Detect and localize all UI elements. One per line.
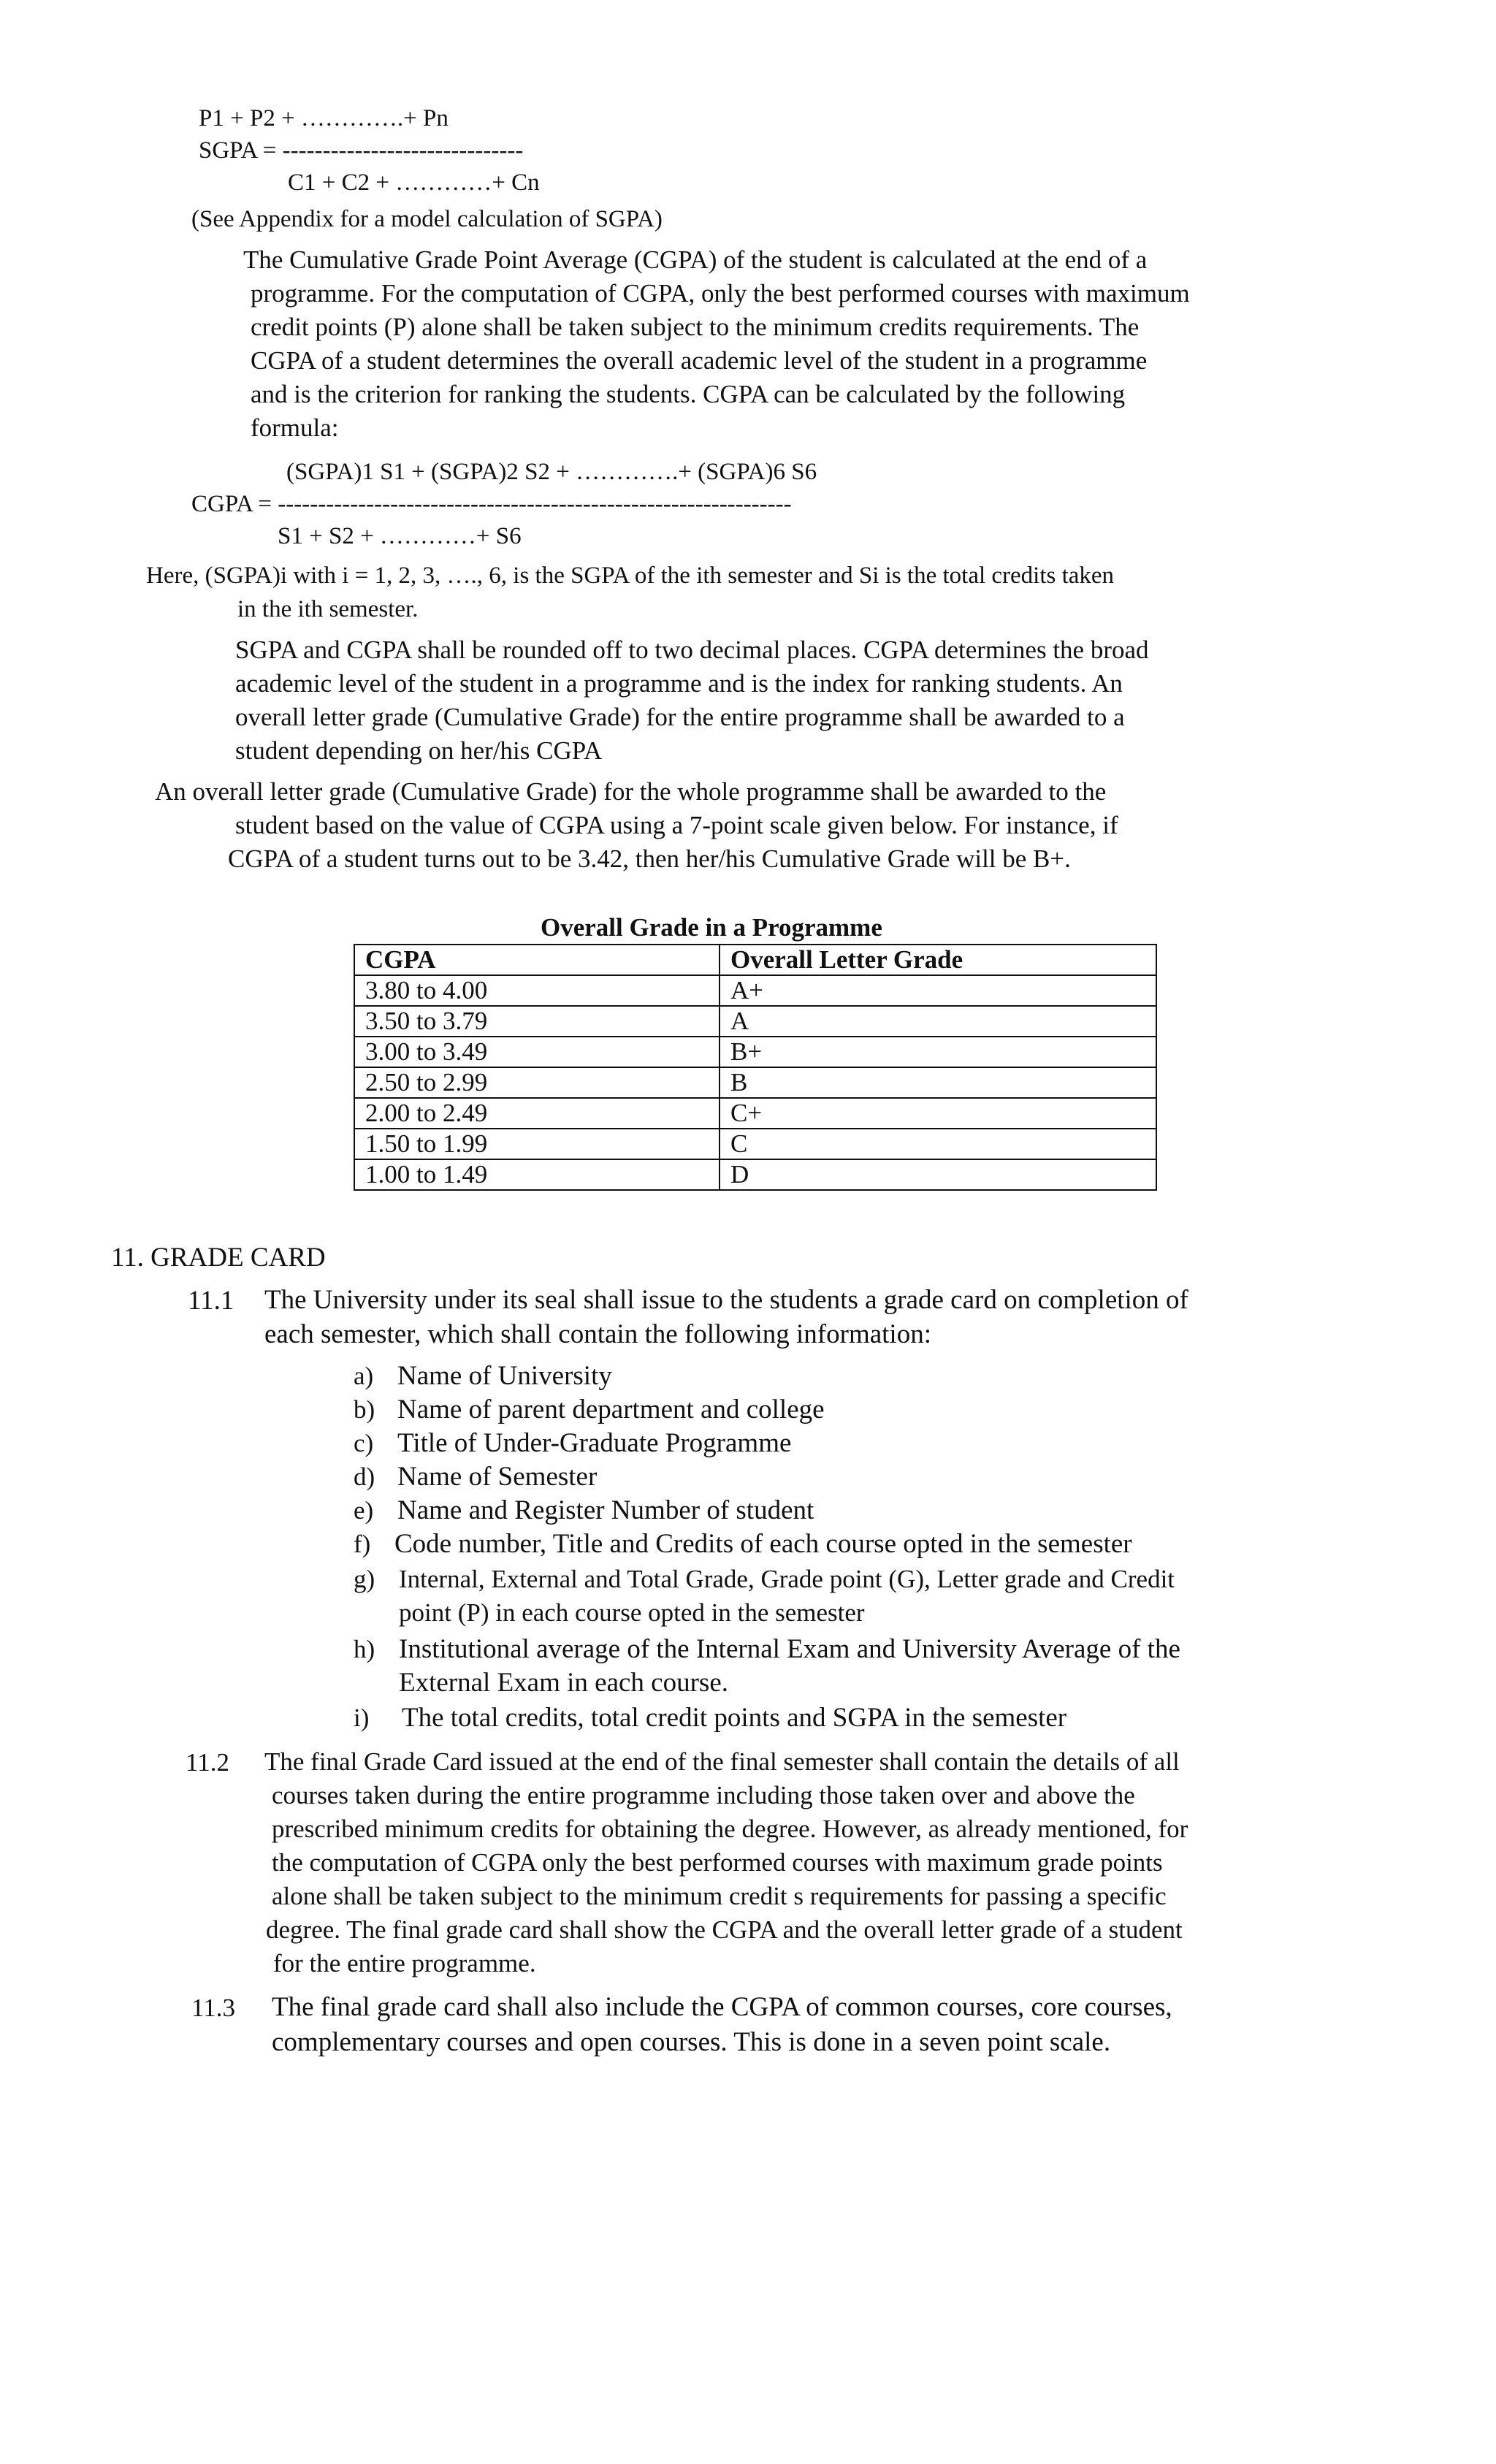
overall-paragraph-line: CGPA of a student turns out to be 3.42, then her/his Cumulative Grade will be B+. xyxy=(228,844,1071,873)
grade-table xyxy=(354,944,1157,1191)
overall-paragraph-line: student based on the value of CGPA using a 7-point scale given below. For instance, if xyxy=(235,811,1118,839)
clause-11-1-line: The University under its seal shall issue to the students a grade card on completion of xyxy=(264,1285,1188,1315)
table-row xyxy=(354,1067,1156,1098)
clause-11-1-line: each semester, which shall contain the following information: xyxy=(264,1319,931,1349)
letter-grade-cell: B+ xyxy=(720,1037,1156,1067)
grade-table-title: Overall Grade in a Programme xyxy=(541,913,882,942)
clause-number: 11.2 xyxy=(186,1748,229,1777)
letter-grade-cell: B xyxy=(720,1067,1156,1098)
cgpa-paragraph-line: CGPA of a student determines the overall academic level of the student in a programme xyxy=(251,346,1148,375)
list-item: Name of parent department and college xyxy=(397,1395,825,1424)
list-item: Institutional average of the Internal Exam and University Average of the xyxy=(399,1634,1180,1664)
list-item-label: b) xyxy=(354,1395,375,1424)
clause-11-2-line: the computation of CGPA only the best performed courses with maximum grade points xyxy=(272,1848,1163,1877)
letter-grade-cell: C xyxy=(720,1129,1156,1159)
rounding-paragraph-line: academic level of the student in a programme and is the index for ranking students. An xyxy=(235,669,1123,698)
table-row xyxy=(354,1098,1156,1129)
table-row xyxy=(354,1129,1156,1159)
cgpa-range-cell: 2.50 to 2.99 xyxy=(354,1067,720,1098)
sgpa-formula-denominator: C1 + C2 + …………+ Cn xyxy=(288,169,540,196)
cgpa-formula-lhs: CGPA = ---------------------------------------------------------------- xyxy=(191,491,792,517)
here-paragraph-line: Here, (SGPA)i with i = 1, 2, 3, …., 6, is the SGPA of the ith semester and Si is the total credits taken xyxy=(146,562,1115,589)
cgpa-range-cell: 3.00 to 3.49 xyxy=(354,1037,720,1067)
cgpa-range-cell: 1.00 to 1.49 xyxy=(354,1159,720,1190)
list-item-continuation: External Exam in each course. xyxy=(399,1668,728,1698)
section-heading: 11. GRADE CARD xyxy=(111,1243,326,1273)
cgpa-paragraph-line: programme. For the computation of CGPA, only the best performed courses with maximum xyxy=(251,279,1190,308)
list-item-label: f) xyxy=(354,1530,371,1558)
list-item: Internal, External and Total Grade, Grade point (G), Letter grade and Credit xyxy=(399,1565,1175,1593)
cgpa-paragraph-line: credit points (P) alone shall be taken subject to the minimum credits requirements. The xyxy=(251,313,1140,341)
appendix-note: (See Appendix for a model calculation of SGPA) xyxy=(191,206,663,232)
table-header-row xyxy=(354,945,1156,975)
clause-11-2-line: The final Grade Card issued at the end of the final semester shall contain the details of all xyxy=(264,1747,1180,1776)
sgpa-formula-lhs: SGPA = ------------------------------ xyxy=(199,137,524,164)
list-item-label: a) xyxy=(354,1362,374,1390)
letter-grade-cell: A xyxy=(720,1006,1156,1037)
list-item: Title of Under-Graduate Programme xyxy=(397,1428,792,1458)
cgpa-paragraph-line: The Cumulative Grade Point Average (CGPA) of the student is calculated at the end of a xyxy=(243,245,1148,274)
list-item: The total credits, total credit points and SGPA in the semester xyxy=(402,1703,1067,1733)
rounding-paragraph-line: overall letter grade (Cumulative Grade) for the entire programme shall be awarded to a xyxy=(235,703,1125,731)
cgpa-paragraph-line: formula: xyxy=(251,413,339,442)
list-item-label: d) xyxy=(354,1462,375,1491)
cgpa-range-cell: 1.50 to 1.99 xyxy=(354,1129,720,1159)
list-item-label: c) xyxy=(354,1429,374,1457)
table-row xyxy=(354,1006,1156,1037)
cgpa-range-cell: 2.00 to 2.49 xyxy=(354,1098,720,1129)
list-item-label: h) xyxy=(354,1635,375,1663)
column-header-letter-grade: Overall Letter Grade xyxy=(720,945,1156,975)
letter-grade-cell: A+ xyxy=(720,975,1156,1006)
clause-11-2-line: prescribed minimum credits for obtaining the degree. However, as already mentioned, for xyxy=(272,1815,1188,1843)
cgpa-range-cell: 3.80 to 4.00 xyxy=(354,975,720,1006)
clause-number: 11.1 xyxy=(188,1286,234,1316)
overall-paragraph-line: An overall letter grade (Cumulative Grade) for the whole programme shall be awarded to the xyxy=(155,777,1107,806)
rounding-paragraph-line: student depending on her/his CGPA xyxy=(235,736,603,765)
list-item-label: i) xyxy=(354,1704,370,1732)
clause-11-3-line: complementary courses and open courses. This is done in a seven point scale. xyxy=(272,2027,1111,2057)
clause-11-2-line: alone shall be taken subject to the minimum credit s requirements for passing a specific xyxy=(272,1882,1167,1910)
column-header-cgpa: CGPA xyxy=(354,945,720,975)
clause-11-2-line: for the entire programme. xyxy=(273,1949,536,1977)
cgpa-formula-numerator: (SGPA)1 S1 + (SGPA)2 S2 + ………….+ (SGPA)6 S6 xyxy=(286,459,817,485)
clause-11-3-line: The final grade card shall also include the CGPA of common courses, core courses, xyxy=(272,1992,1172,2022)
cgpa-paragraph-line: and is the criterion for ranking the students. CGPA can be calculated by the following xyxy=(251,380,1126,408)
clause-11-2-line: courses taken during the entire programme including those taken over and above the xyxy=(272,1781,1135,1809)
list-item-continuation: point (P) in each course opted in the semester xyxy=(399,1598,865,1627)
list-item: Code number, Title and Credits of each course opted in the semester xyxy=(394,1529,1132,1559)
rounding-paragraph-line: SGPA and CGPA shall be rounded off to two decimal places. CGPA determines the broad xyxy=(235,636,1149,664)
here-paragraph-line: in the ith semester. xyxy=(237,596,419,622)
letter-grade-cell: C+ xyxy=(720,1098,1156,1129)
list-item-label: e) xyxy=(354,1496,374,1525)
table-row xyxy=(354,1159,1156,1190)
clause-number: 11.3 xyxy=(191,1994,235,2022)
list-item: Name and Register Number of student xyxy=(397,1495,814,1525)
list-item-label: g) xyxy=(354,1565,375,1593)
clause-11-2-line: degree. The final grade card shall show the CGPA and the overall letter grade of a student xyxy=(266,1915,1183,1944)
list-item: Name of Semester xyxy=(397,1462,598,1492)
table-row xyxy=(354,975,1156,1006)
cgpa-formula-denominator: S1 + S2 + …………+ S6 xyxy=(278,523,522,549)
letter-grade-cell: D xyxy=(720,1159,1156,1190)
table-row xyxy=(354,1037,1156,1067)
cgpa-range-cell: 3.50 to 3.79 xyxy=(354,1006,720,1037)
list-item: Name of University xyxy=(397,1361,612,1391)
sgpa-formula-numerator: P1 + P2 + ………….+ Pn xyxy=(199,105,449,131)
